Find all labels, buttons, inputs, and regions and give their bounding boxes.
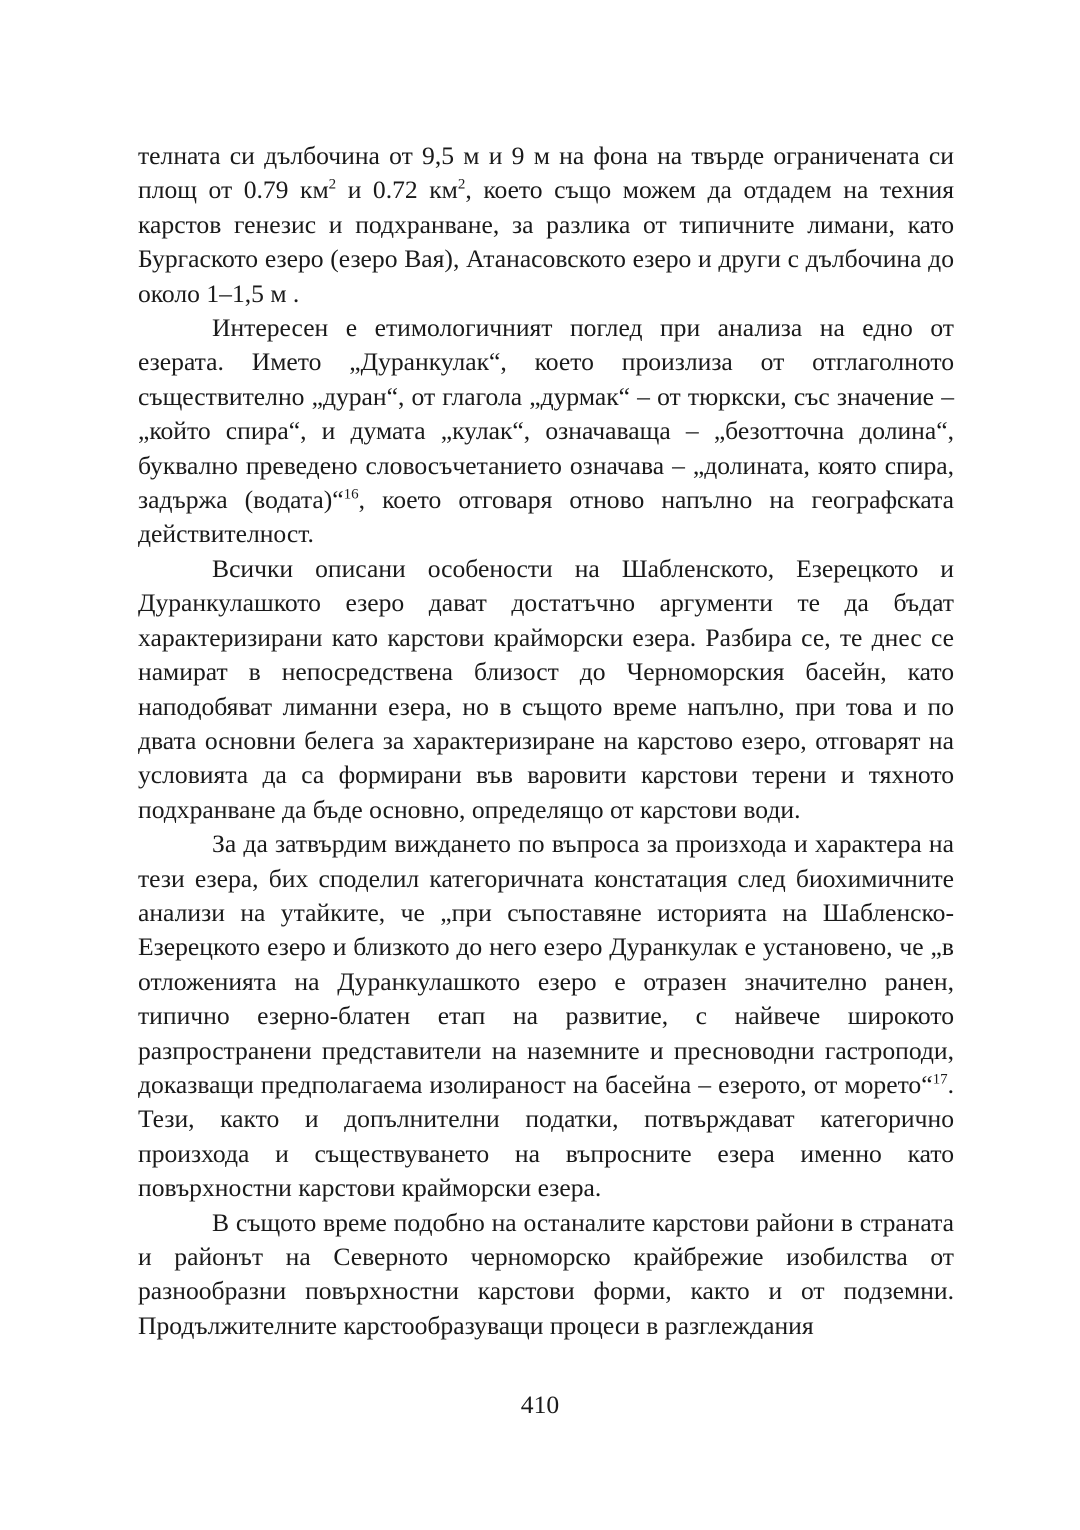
paragraph-2	[138, 311, 954, 552]
p2-text-2: , което отговаря отново напълно на географската действителност.	[138, 485, 954, 549]
p1-text-3: , което също можем да отдадем на техния карстов генезис и подхранване, за разлика от типичните лимани, като Бургаското езеро (езеро Вая), Атанасовското езеро и други с дълбочина до около 1–1,5 м .	[138, 175, 955, 308]
p4-text-2: . Тези, както и допълнителни податки, потвърждават категорично произхода и съществуването на въпросните езера именно като повърхностни карстови крайморски езера.	[138, 1069, 954, 1203]
footnote-ref-16: 16	[343, 486, 359, 503]
p3-text-1: Всички описани особености на Шабленското, Езерецкото и Дуранкулашкото езеро дават достатъчно аргументи те да бъдат характеризирани като карстови крайморски езера. Разбира се, те днес се намират в непосредствена близост до Черноморския басейн, като наподобяват лиманни езера, но в същото време напълно, при това и по двата основни белега за характеризиране на карстово езеро, отговарят на условията да са формирани във варовити карстови терени и тяхното подхранване да бъде основно, определящо от карстови води.	[138, 553, 954, 824]
page-body	[138, 139, 954, 1343]
p4-text-1: За да затвърдим виждането по въпроса за произхода и характера на тези езера, бих споделил категоричната констатация след биохимичните анализи на утайките, че „при съпоставяне историята на Шабленско-Езерецкото езеро и близкото до него езеро Дуранкулак е установено, че „в отложенията на Дуранкулашкото езеро е отразен значително ранен, типично езерно-блатен етап на развитие, с найвече широкото разпространени представители на наземните и пресноводни гастроподи, доказващи предполагаема изолираност на басейна – езерото, от морето“	[138, 829, 954, 1099]
p5-text-1: В същото време подобно на останалите карстови райони в страната и районът на Северното черноморско крайбрежие изобилства от разнообразни повърхностни карстови форми, както и от подземни. Продължителните карстообразуващи процеси в разглеждания	[138, 1207, 954, 1340]
paragraph-3	[138, 552, 954, 827]
page-number: 410	[520, 1390, 560, 1419]
paragraph-4	[138, 827, 954, 1205]
footnote-ref-17: 17	[932, 1071, 948, 1088]
paragraph-5	[138, 1206, 954, 1344]
p1-superscript-1: 2	[328, 176, 337, 193]
p1-superscript-2: 2	[457, 176, 466, 193]
p2-text-1: Интересен е етимологичният поглед при анализа на едно от езерата. Името „Дуранкулак“, което произлиза от отглаголното съществително „дуран“, от глагола „дурмак“ – от тюркски, със значение – „който спира“, и думата „кулак“, означаваща – „безотточна долина“, буквално преведено словосъчетанието означава – „долината, която спира, задържа (водата)“	[138, 313, 954, 515]
p1-text-1: телната си дълбочина от 9,5 м и 9 м на фона на твърде ограничената си площ от 0.79 км	[138, 141, 954, 205]
p1-text-2: и 0.72 км	[336, 175, 458, 205]
paragraph-1	[138, 139, 954, 311]
